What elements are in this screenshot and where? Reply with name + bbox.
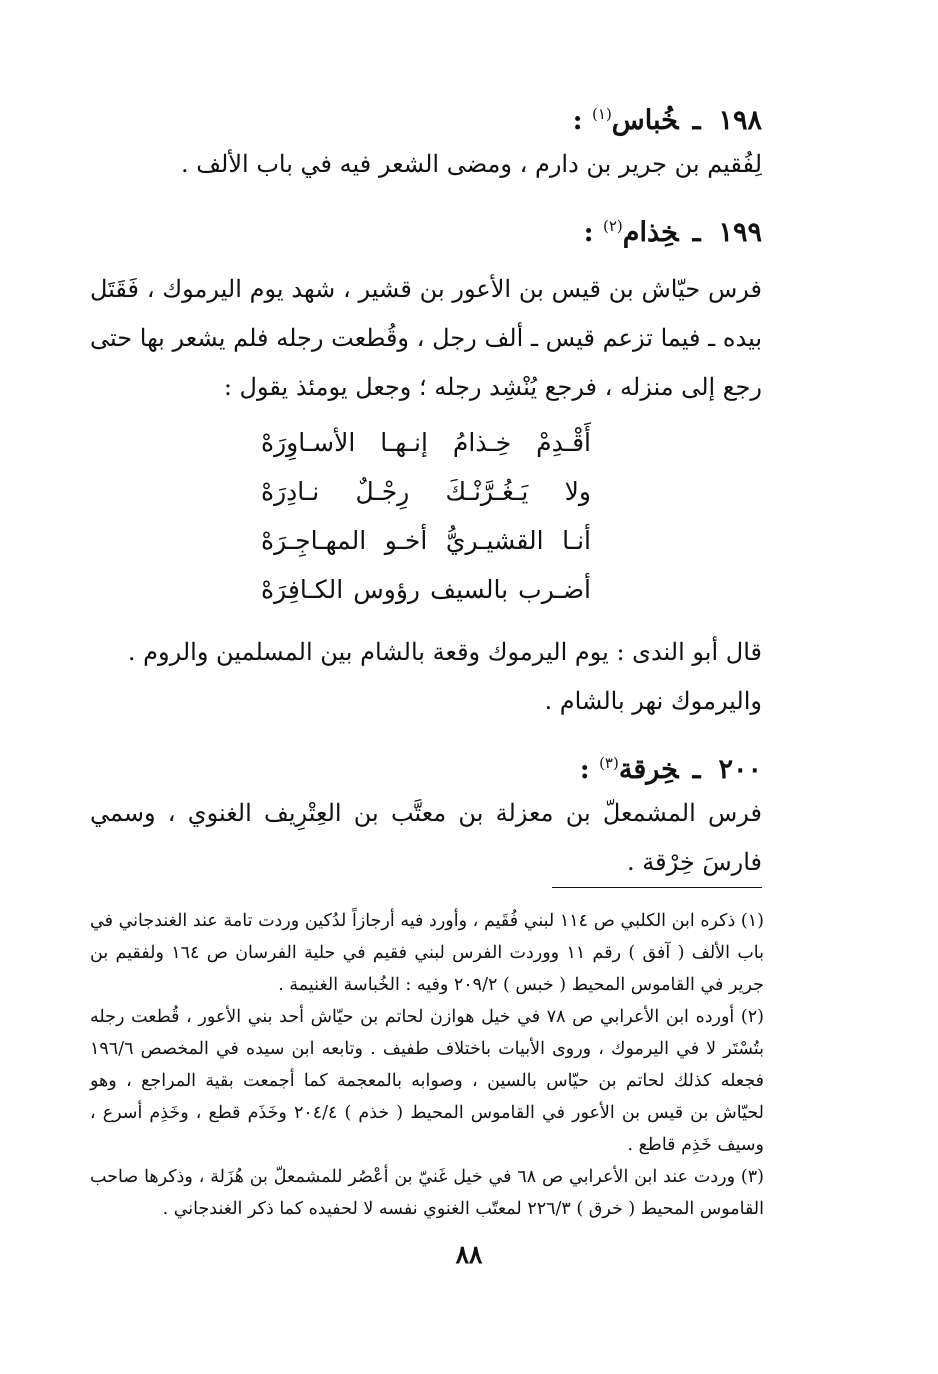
- entry-name: خِذام: [622, 217, 679, 248]
- entry-number: ٢٠٠: [718, 754, 762, 785]
- entry-colon: :: [579, 754, 590, 785]
- entry-number: ١٩٨: [718, 105, 762, 136]
- verse-line: ولا يَـغُـرَّنْـكَ رِجْـلٌ نـادِرَهْ: [261, 477, 591, 506]
- main-text: [90, 95, 762, 887]
- entry-name: خِرقة: [618, 754, 679, 785]
- footnote-divider: [552, 887, 762, 888]
- verse-line: أنـا القشيـريُّ أخـو المهـاجِـرَهْ: [261, 526, 591, 555]
- entry-paragraph: فرس حيّاش بن قيس بن الأعور بن قشير ، شهد يوم اليرموك ، فَقَتَل بيده ـ فيما تزعم قيس ـ ألف رجل ، وقُطعت رجله فلم يشعر بها حتى رجع إلى منزله ، فرجع يُنْشِد رجله ؛ وجعل يومئذ يقول :: [90, 275, 762, 401]
- verse-line: أَقْـدِمْ خِـذامُ إنـهـا الأسـاوِرَهْ: [261, 428, 591, 457]
- entry-name: خُباس: [611, 105, 679, 136]
- footnotes: [90, 905, 764, 1225]
- entry-dash: ـ: [692, 217, 701, 248]
- entry-paragraph: قال أبو الندى : يوم اليرموك وقعة بالشام بين المسلمين والروم .: [127, 638, 762, 666]
- entry-heading: [90, 95, 762, 140]
- poem-verses: [90, 418, 762, 614]
- entry-heading: [90, 744, 762, 789]
- entry-dash: ـ: [692, 105, 701, 136]
- entry-paragraph: فرس المشمعلّ بن معزلة بن معتَّب بن العِتْرِيف الغنوي ، وسمي فارسَ خِرْقة .: [90, 799, 763, 876]
- footnote-ref: (٢): [602, 217, 623, 235]
- entry-paragraph: لِفُقيم بن جرير بن دارم ، ومضى الشعر فيه في باب الألف .: [180, 150, 762, 178]
- entry-heading: [90, 207, 762, 252]
- page-number: ٨٨: [455, 1240, 483, 1269]
- footnote: (٣) وردت عند ابن الأعرابي ص ٦٨ في خيل غَنيّ بن أعْصُر للمشمعلّ بن هُزَلة ، وذكرها صاحب القاموس المحيط ( خرق ) ٢٢٦/٣ لمعتّب الغنوي نفسه لا لحفيده كما ذكر الغندجاني .: [90, 1167, 764, 1219]
- entry-number: ١٩٩: [718, 217, 762, 248]
- footnote: (١) ذكره ابن الكلبي ص ١١٤ لبني فُقَيم ، وأورد فيه أرجازاً لدُكين وردت تامة عند الغندجاني في باب الألف ( آفق ) رقم ١١ ووردت الفرس لبني فقيم في حلية الفرسان ص ١٦٤ ولفقيم بن جرير في القاموس المحيط ( خبس ) ٢٠٩/٢ وفيه : الخُباسة الغنيمة .: [90, 911, 764, 995]
- footnote: (٢) أورده ابن الأعرابي ص ٧٨ في خيل هوازن لحاتم بن حيّاش أحد بني الأعور ، قُطعت رجله بتُسْتَر لا في اليرموك ، وروى الأبيات باختلاف طفيف . وتابعه ابن سيده في المخصص ١٩٦/٦ فجعله كذلك لحاتم بن حيّاس بالسين ، وصوابه بالمعجمة كما أجمعت بقية المراجع ، وهو لحيّاش بن قيس بن الأعور في القاموس المحيط ( خذم ) ٢٠٤/٤ وخَذَم قطع ، وخَذِم أسرع ، وسيف خَذِم قاطع .: [90, 1007, 764, 1155]
- entry-dash: ـ: [692, 754, 701, 785]
- entry-paragraph: واليرموك نهر بالشام .: [544, 687, 762, 715]
- footnote-ref: (٣): [599, 754, 619, 772]
- footnote-ref: (١): [592, 105, 612, 123]
- entry-colon: :: [583, 217, 594, 248]
- entry-colon: :: [572, 105, 583, 136]
- verse-line: أضـرب بالسيف رؤوس الكـافِرَهْ: [261, 575, 591, 604]
